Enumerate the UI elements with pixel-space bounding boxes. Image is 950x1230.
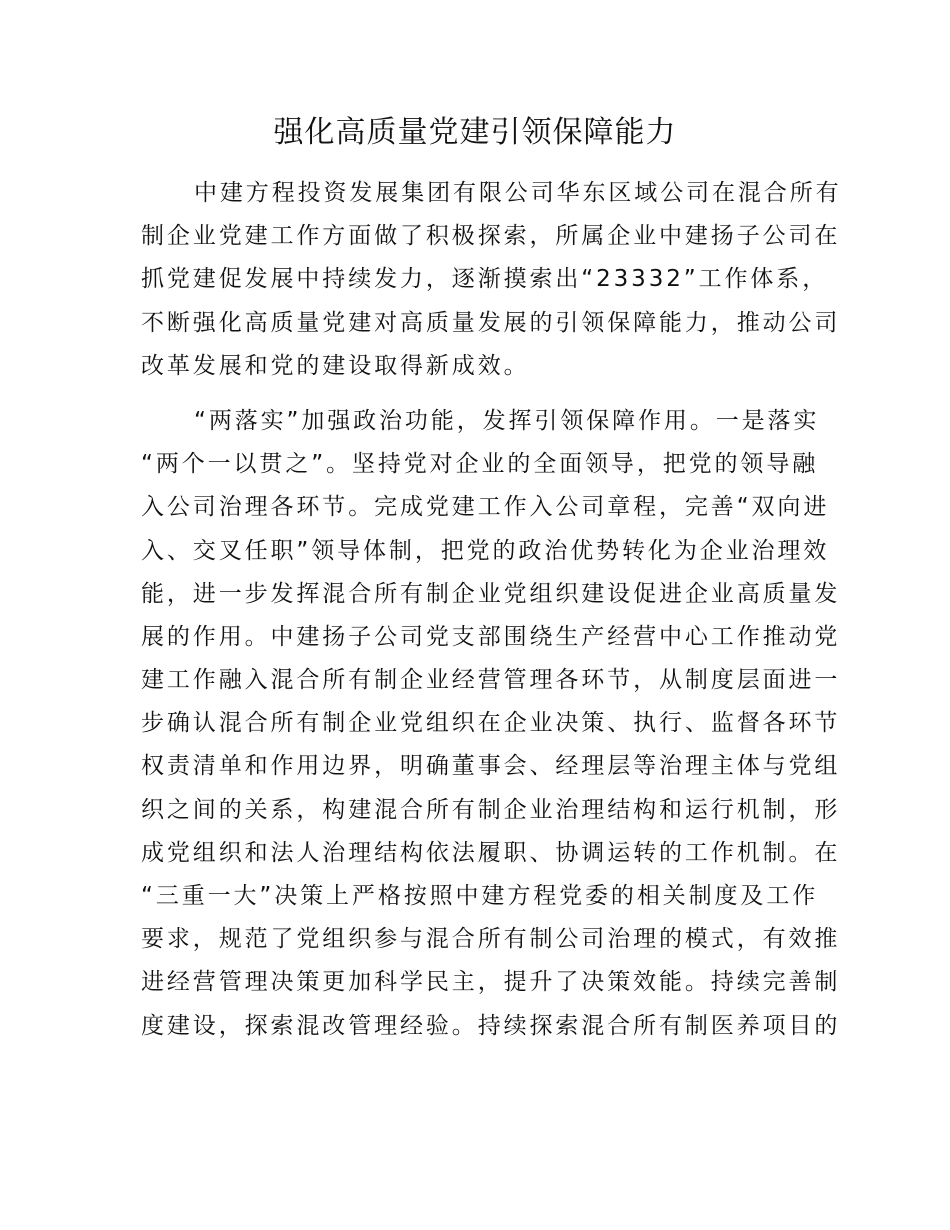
paragraph-two-implementations xyxy=(141,400,841,1048)
text-line: 要求，规范了党组织参与混合所有制公司治理的模式，有效推 xyxy=(141,926,841,953)
document-body xyxy=(141,172,842,1048)
text-line: 进经营管理决策更加科学民主，提升了决策效能。持续完善制 xyxy=(141,969,841,996)
text-line: 建工作融入混合所有制企业经营管理各环节，从制度层面进一 xyxy=(141,667,841,694)
text-line: “两落实”加强政治功能，发挥引领保障作用。一是落实 xyxy=(194,407,820,434)
text-line: 展的作用。中建扬子公司党支部围绕生产经营中心工作推动党 xyxy=(141,623,841,650)
text-line: 能，进一步发挥混合所有制企业党组织建设促进企业高质量发 xyxy=(141,580,841,607)
text-line: 入公司治理各环节。完成党建工作入公司章程，完善“双向进 xyxy=(141,494,830,521)
text-line: 制企业党建工作方面做了积极探索，所属企业中建扬子公司在 xyxy=(141,223,841,250)
text-line: 入、交叉任职”领导体制，把党的政治优势转化为企业治理效 xyxy=(141,537,830,564)
text-line: 抓党建促发展中持续发力，逐渐摸索出“23332”工作体系， xyxy=(141,266,829,293)
text-line: 织之间的关系，构建混合所有制企业治理结构和运行机制，形 xyxy=(141,796,841,823)
text-line: 改革发展和党的建设取得新成效。 xyxy=(141,352,530,379)
text-line: 成党组织和法人治理结构依法履职、协调运转的工作机制。在 xyxy=(141,839,841,866)
text-line: 步确认混合所有制企业党组织在企业决策、执行、监督各环节 xyxy=(141,710,841,737)
document-title: 强化高质量党建引领保障能力 xyxy=(273,115,677,150)
paragraph-intro xyxy=(141,172,842,388)
text-line: 度建设，探索混改管理经验。持续探索混合所有制医养项目的 xyxy=(141,1012,841,1039)
text-line: 中建方程投资发展集团有限公司华东区域公司在混合所有 xyxy=(194,180,842,206)
text-line: 权责清单和作用边界，明确董事会、经理层等治理主体与党组 xyxy=(141,753,841,780)
text-line: 不断强化高质量党建对高质量发展的引领保障能力，推动公司 xyxy=(141,309,841,336)
text-line: “两个一以贯之”。坚持党对企业的全面领导，把党的领导融 xyxy=(141,451,819,478)
text-line: “三重一大”决策上严格按照中建方程党委的相关制度及工作 xyxy=(141,883,819,909)
